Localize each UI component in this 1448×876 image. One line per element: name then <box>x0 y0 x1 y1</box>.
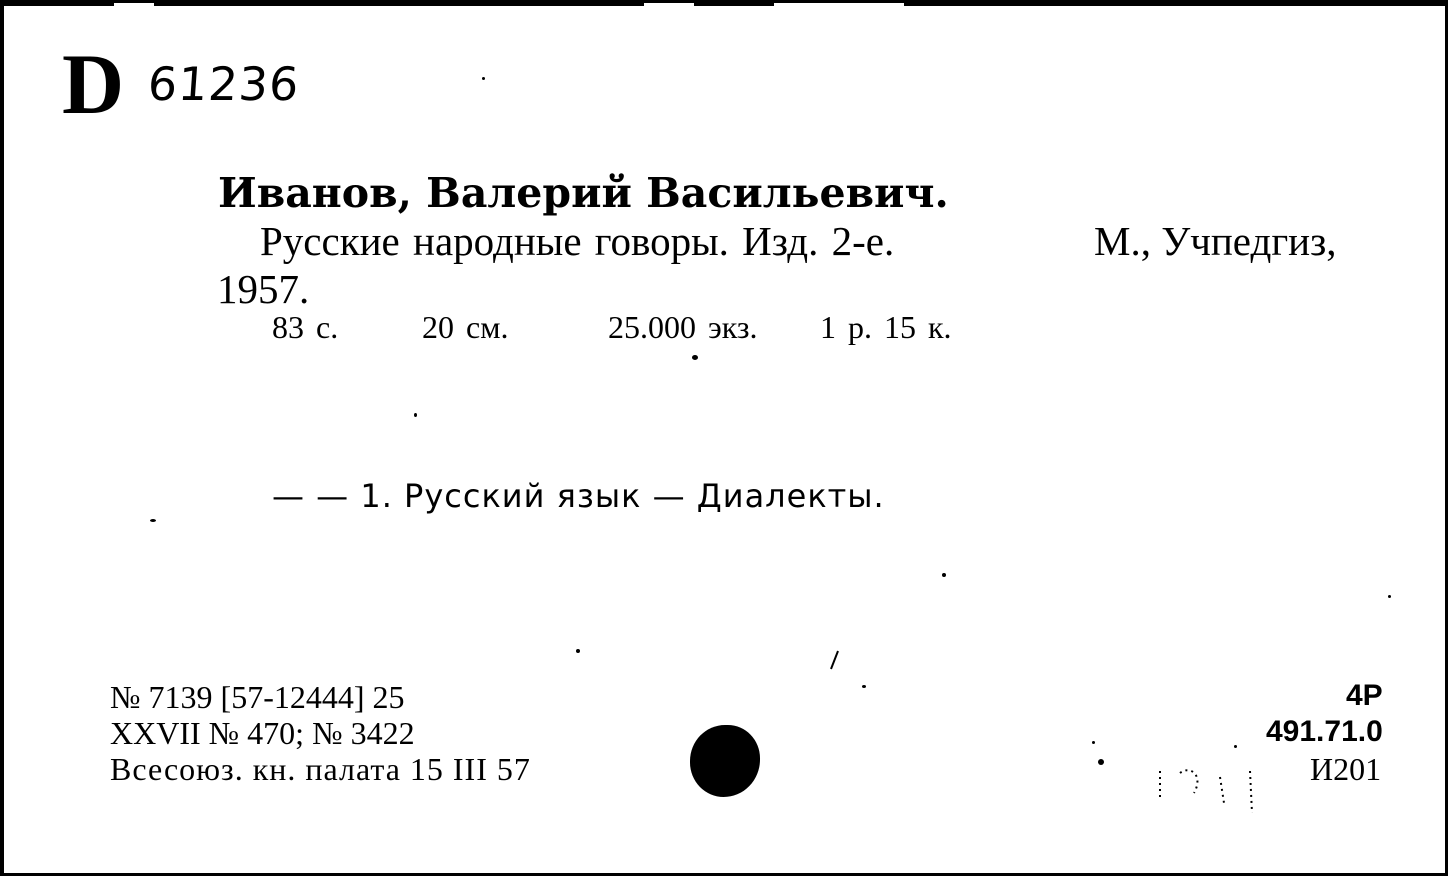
speck <box>1234 745 1237 748</box>
registration-line-1: № 7139 [57-12444] 25 <box>110 679 405 715</box>
speck <box>576 649 580 653</box>
book-size: 20 см. <box>422 309 509 345</box>
print-run: 25.000 экз. <box>608 309 758 345</box>
speck <box>1092 741 1095 744</box>
top-edge-segment <box>154 3 644 6</box>
publisher-imprint: М., Учпедгиз, <box>1094 218 1337 264</box>
classification-code-2: 491.71.0 <box>1266 715 1383 748</box>
classification-code-1: 4Р <box>1346 679 1383 712</box>
handwritten-accession-number: 61236 <box>146 57 302 111</box>
speck <box>482 77 485 80</box>
speck <box>414 413 417 417</box>
registration-line-3: Всесоюз. кн. палата 15 III 57 <box>110 751 531 787</box>
speck <box>692 355 698 360</box>
top-edge-segment <box>694 3 774 6</box>
subject-heading: — — 1. Русский язык — Диалекты. <box>272 477 885 515</box>
price: 1 р. 15 к. <box>820 309 952 345</box>
speck <box>1388 595 1391 598</box>
registration-line-2: XXVII № 470; № 3422 <box>110 715 415 751</box>
physical-description <box>272 309 952 346</box>
speck <box>150 519 156 522</box>
book-title: Русские народные говоры. Изд. 2-е. <box>260 218 895 264</box>
collection-mark: D <box>62 36 125 132</box>
author-heading: Иванов, Валерий Васильевич. <box>218 169 949 217</box>
speck <box>1098 759 1104 765</box>
speck <box>862 685 866 688</box>
top-edge-segment <box>4 3 114 6</box>
stray-mark <box>828 649 840 671</box>
publication-year: 1957. <box>217 266 310 312</box>
top-edge-segment <box>904 3 1448 6</box>
faint-stamp-residue <box>1150 763 1260 819</box>
punch-hole <box>690 725 760 797</box>
speck <box>942 573 946 577</box>
page-count: 83 с. <box>272 309 339 345</box>
author-mark: И201 <box>1310 751 1382 787</box>
